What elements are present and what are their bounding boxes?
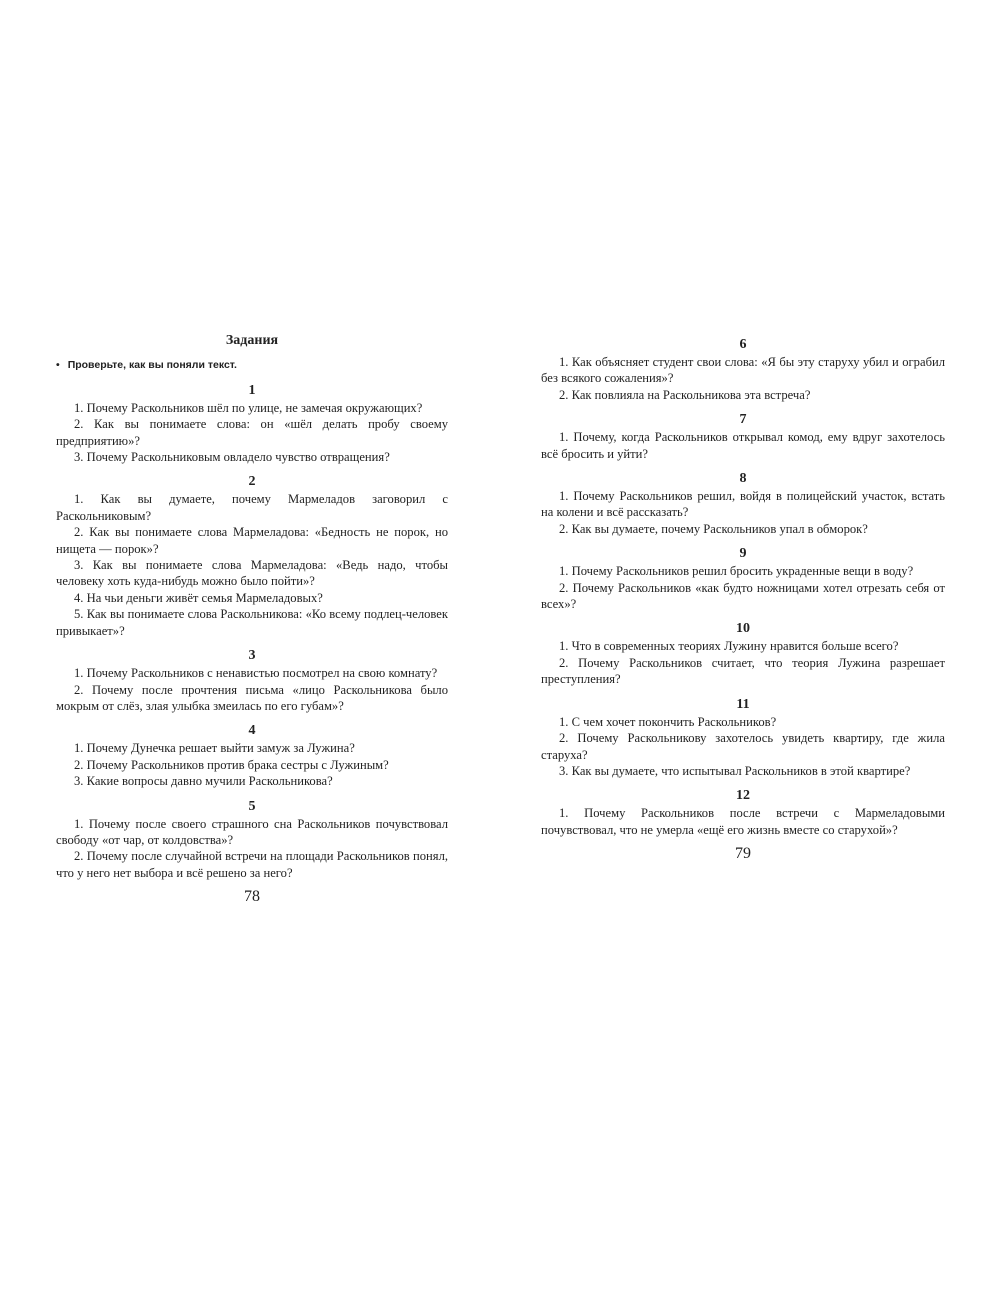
page-number: 79 — [735, 845, 751, 863]
question: 2. Почему после случайной встречи на площади Раскольников понял, что у него нет выбора и всё решено за него? — [56, 849, 448, 880]
question: 1. Как вы думаете, почему Мармеладов заговорил с Раскольниковым? — [56, 492, 448, 523]
question: 3. Как вы думаете, что испытывал Раскольников в этой квартире? — [559, 763, 911, 778]
right-page — [541, 328, 945, 863]
question: 3. Почему Раскольниковым овладело чувство отвращения? — [74, 450, 390, 465]
question: 3. Какие вопросы давно мучили Раскольникова? — [74, 774, 333, 789]
question: 1. Почему после своего страшного сна Раскольников почувствовал свободу «от чар, от колдовства»? — [56, 816, 448, 847]
question: 1. Почему, когда Раскольников открывал комод, ему вдруг захотелось всё бросить и уйти? — [541, 430, 945, 461]
section-number: 7 — [739, 412, 747, 428]
question: 2. Почему Раскольников против брака сестры с Лужиным? — [74, 757, 389, 772]
question: 5. Как вы понимаете слова Раскольникова: «Ко всему подлец-человек привыкает»? — [56, 607, 448, 638]
question: 1. Почему Раскольников шёл по улице, не замечая окружающих? — [74, 400, 423, 415]
section-number: 1 — [248, 382, 256, 398]
question: 1. Что в современных теориях Лужину нравится больше всего? — [559, 639, 899, 654]
question: 1. С чем хочет покончить Раскольников? — [559, 714, 777, 729]
question: 4. На чьи деньги живёт семья Мармеладовых? — [74, 590, 323, 605]
question: 2. Как повлияла на Раскольникова эта встреча? — [559, 387, 811, 402]
question: 3. Как вы понимаете слова Мармеладова: «Ведь надо, чтобы человеку хоть куда-нибудь можно было пойти»? — [56, 558, 448, 589]
section-number: 5 — [248, 798, 256, 814]
section-number: 11 — [736, 696, 750, 712]
section-number: 6 — [739, 337, 747, 352]
section-number: 9 — [739, 546, 747, 562]
question: 1. Почему Раскольников решил, войдя в полицейский участок, встать на колени и всё рассказать? — [541, 489, 945, 520]
question: 2. Почему Раскольникову захотелось увидеть квартиру, где жила старуха? — [541, 731, 945, 762]
page-number: 78 — [244, 888, 260, 906]
section-number: 2 — [248, 474, 256, 490]
sections — [56, 382, 448, 881]
question: 2. Почему Раскольников «как будто ножницами хотел отрезать себя от всех»? — [541, 580, 945, 612]
left-page — [56, 333, 448, 906]
question: 1. Почему Раскольников решил бросить украденные вещи в воду? — [559, 564, 914, 579]
section-number: 12 — [736, 788, 750, 804]
question: 1. Почему Раскольников после встречи с Мармеладовыми почувствовал, что не умерла «ещё его жизнь вместе со старухой»? — [541, 806, 945, 837]
question: 2. Почему Раскольников считает, что теория Лужина разрешает преступления? — [541, 655, 945, 687]
question: 1. Почему Дунечка решает выйти замуж за Лужина? — [74, 741, 355, 756]
section-number: 10 — [736, 621, 750, 637]
instruction: • Проверьте, как вы поняли текст. — [56, 357, 448, 373]
section-number: 3 — [248, 648, 256, 664]
question: 2. Как вы понимаете слова Мармеладова: «Бедность не порок, но нищета — порок»? — [56, 525, 448, 556]
question: 2. Почему после прочтения письма «лицо Раскольникова было мокрым от слёз, злая улыбка змеилась по его губам»? — [56, 682, 448, 713]
question: 2. Как вы понимаете слова: он «шёл делать пробу своему предприятию»? — [56, 417, 448, 448]
section-number: 4 — [248, 723, 256, 739]
section-number: 8 — [739, 471, 747, 487]
question: 1. Как объясняет студент свои слова: «Я бы эту старуху убил и ограбил без всякого сожаления»? — [541, 355, 945, 386]
question: 2. Как вы думаете, почему Раскольников упал в обморок? — [559, 521, 868, 536]
sections — [541, 336, 945, 838]
question: 1. Почему Раскольников с ненавистью посмотрел на свою комнату? — [74, 666, 438, 681]
page-title: Задания — [225, 333, 279, 348]
